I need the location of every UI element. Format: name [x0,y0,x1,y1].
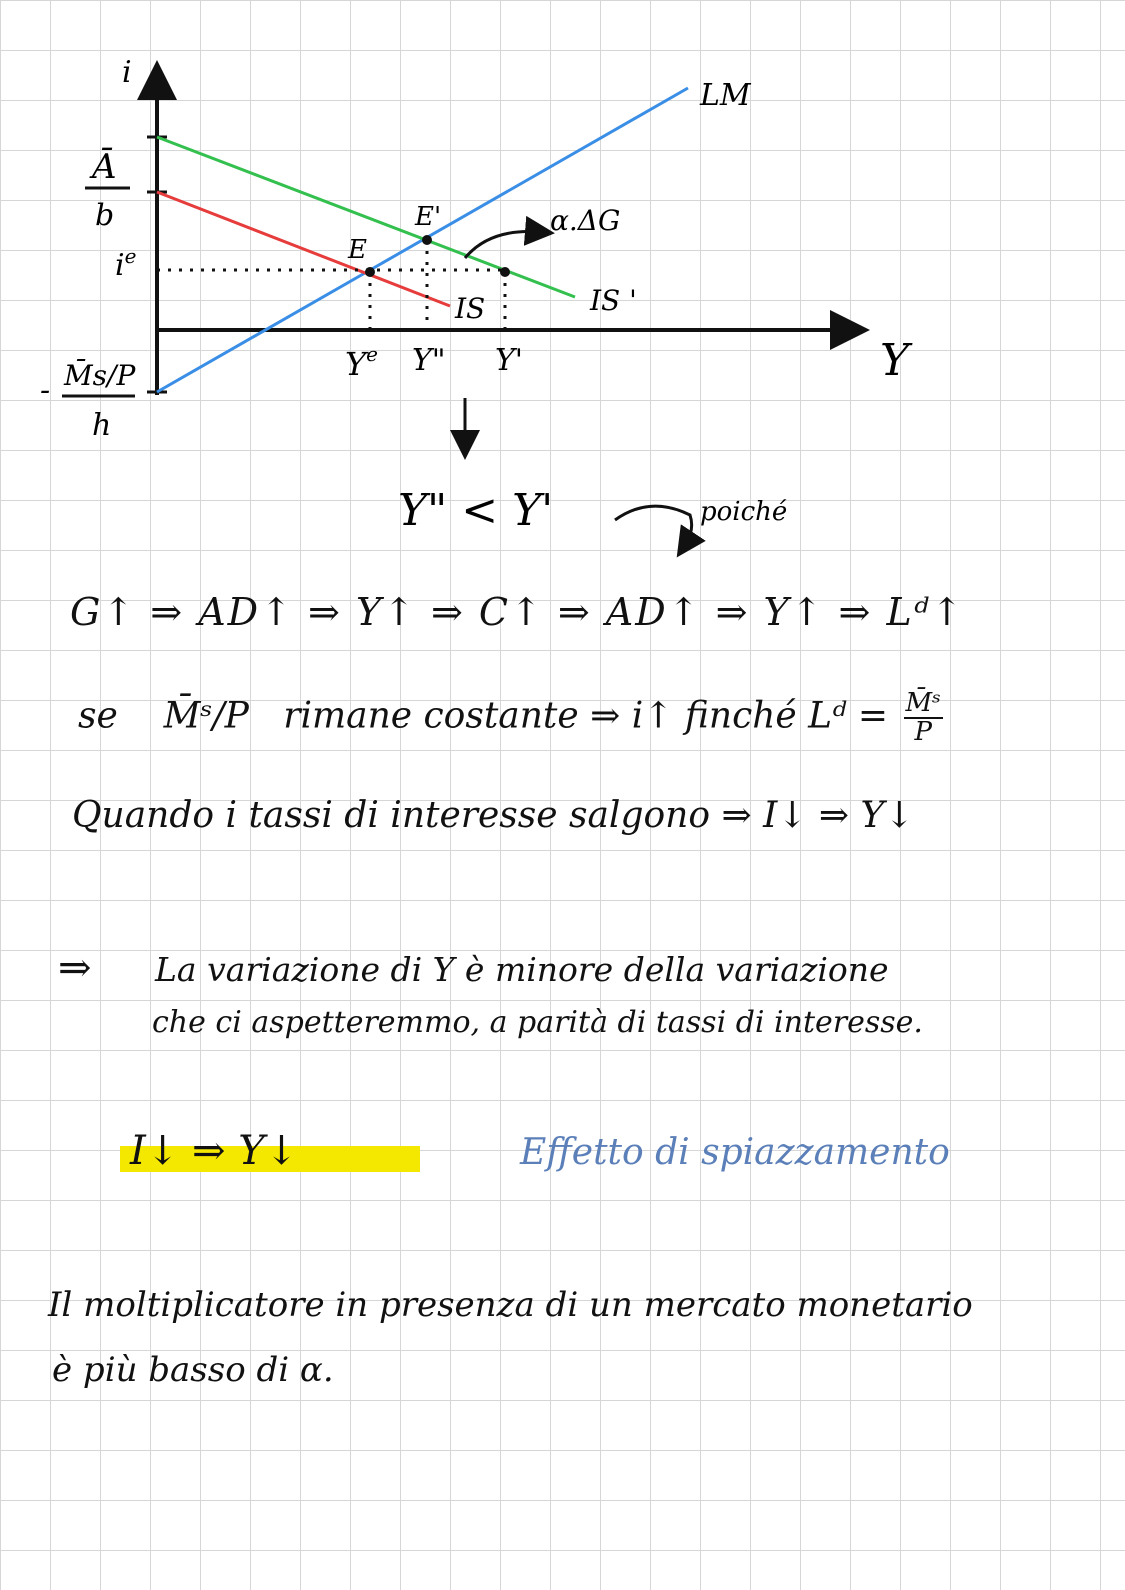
point-e [365,267,375,277]
axis-y-label: Y [880,335,910,386]
chain-equation: G↑ ⇒ AD↑ ⇒ Y↑ ⇒ C↑ ⇒ AD↑ ⇒ Y↑ ⇒ Lᵈ↑ [70,590,965,634]
variazione-line-2: che ci aspetteremmo, a parità di tassi di interesse. [152,1005,923,1040]
ie-label: $i^e$ [115,244,137,283]
multiplier-line-2: è più basso di α. [52,1350,334,1390]
is-lm-diagram [0,0,1125,560]
ms-den-label: h [92,408,112,443]
se-ms: M̄ˢ/P [163,695,249,737]
ye-label: $Y^e$ [345,342,378,383]
ms-sign-label: - [40,373,51,408]
ms-over-p-num: M̄ˢ [905,688,941,718]
a-num-label: Ā [92,147,117,187]
a-den-label: b [95,198,115,233]
ms-num-label: M̄s/P [64,359,136,392]
comparison-text: Y" < Y' [398,485,554,536]
point-y1-is-prime [500,267,510,277]
axis-i-label: i [122,55,132,90]
point-e-prime [422,235,432,245]
se-line [78,690,943,747]
crowding-formula: I↓ ⇒ Y↓ [130,1128,299,1174]
shift-label: α.ΔG [550,204,621,237]
se-prefix: se [78,695,118,737]
ms-over-p-fraction [904,690,943,747]
poiche-text: poiché [700,497,788,527]
multiplier-line-1: Il moltiplicatore in presenza di un mercato monetario [48,1285,973,1325]
shift-arrow [465,232,540,258]
arrow-bullet-icon: ⇒ [58,945,92,991]
lm-label: LM [700,78,751,113]
y1-label: Y' [495,343,524,378]
poiche-arrow [615,506,692,545]
is-prime-label: IS ' [590,284,637,317]
crowding-label: Effetto di spiazzamento [520,1132,950,1173]
variazione-line-1: La variazione di Y è minore della variazione [155,950,889,989]
ms-over-p-den: P [914,717,932,748]
se-text: rimane costante ⇒ i↑ finché Lᵈ = [283,695,889,737]
y2-label: Y" [412,343,446,378]
point-e-label: E [348,235,367,265]
point-e-prime-label: E' [415,202,442,232]
quando-line: Quando i tassi di interesse salgono ⇒ I↓ ⇒ Y↓ [72,795,915,836]
is-label: IS [455,292,486,325]
